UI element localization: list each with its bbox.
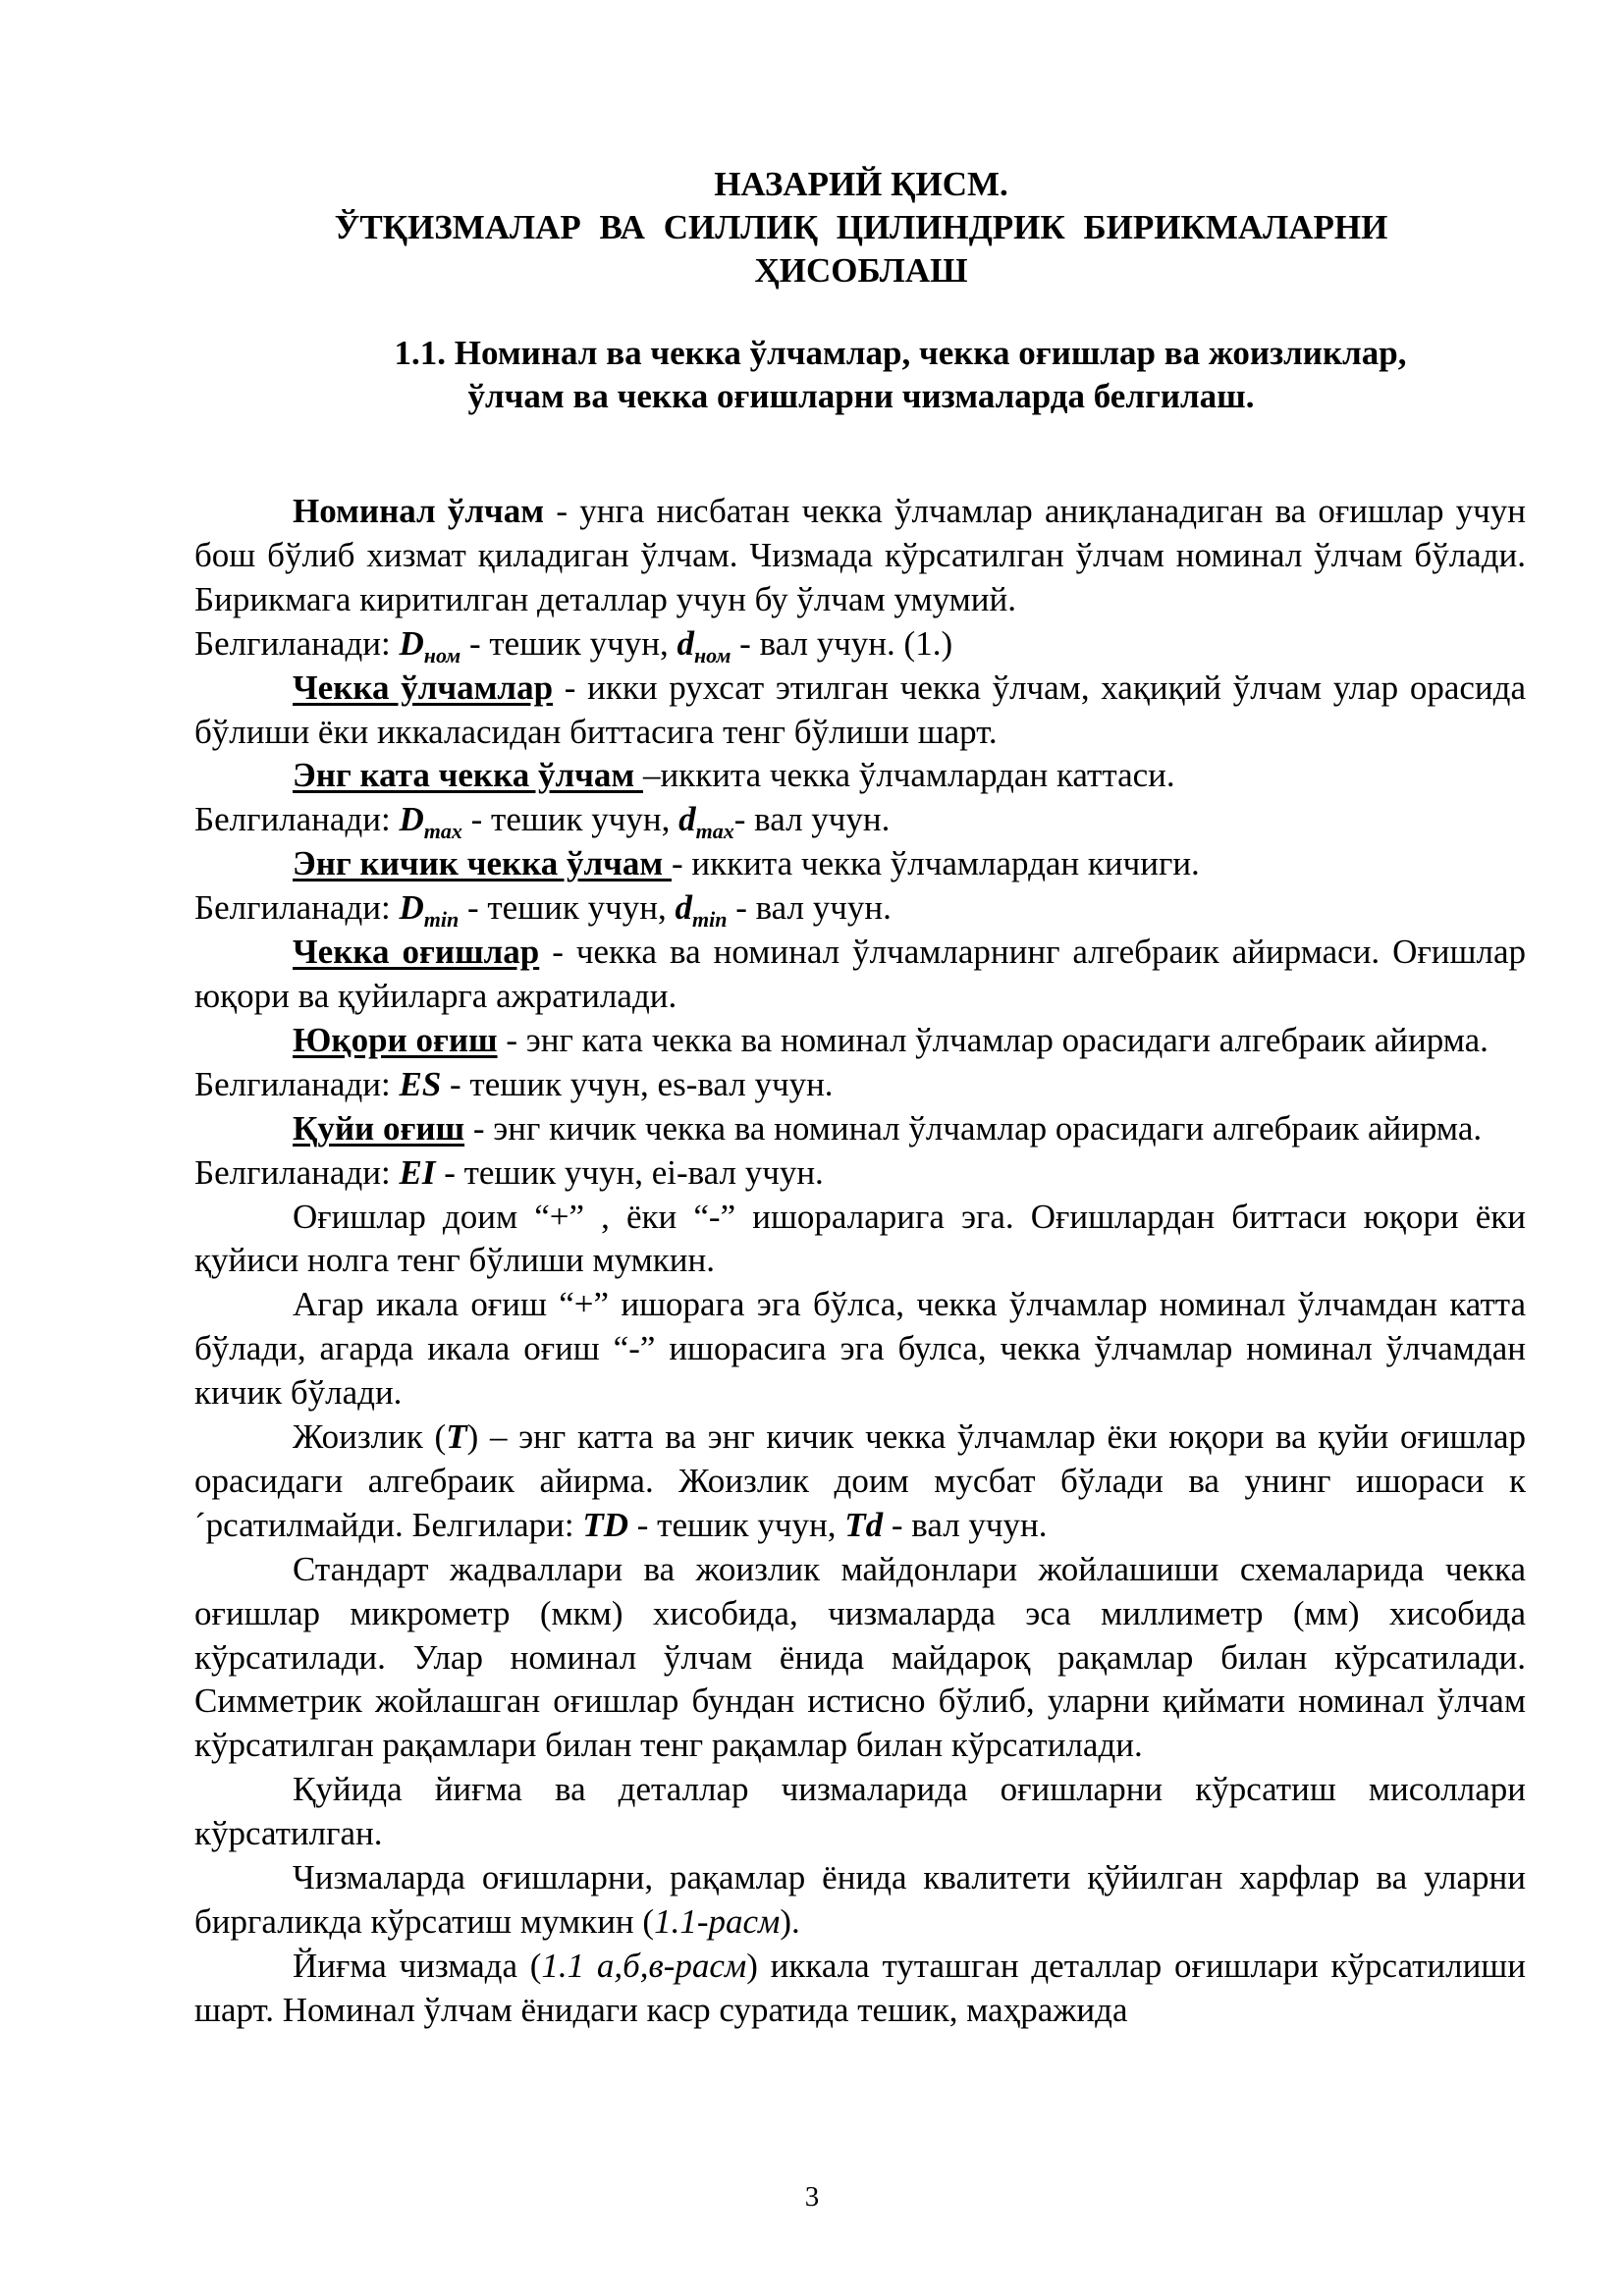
paragraph-lower-deviation: Қуйи оғиш - энг кичик чекка ва номинал ўлчамлар орасидаги алгебраик айирма. xyxy=(293,1108,1483,1148)
chapter-title-line-3: ҲИСОБЛАШ xyxy=(754,251,968,290)
paragraph-limit-deviations: Чекка оғишлар - чекка ва номинал ўлчамларнинг алгебраик айирмаси. Оғишлар юқори ва қуйиларга ажратилади. xyxy=(194,933,1526,1015)
figure-reference: 1.1-расм xyxy=(654,1902,781,1941)
paragraph-both-deviations: Агар икала оғиш “+” ишорага эга бўлса, чекка ўлчамлар номинал ўлчамдан катта бўлади, агарда икала оғиш “-” ишорасига эга булса, чекка ўлчамлар номинал ўлчамдан кичик бўлади. xyxy=(194,1285,1526,1413)
term-limit-deviations: Чекка оғишлар xyxy=(293,933,540,972)
notation-nominal-size: Белгиланади: $D_{ном}$ - тешик учун, $d_{ном}$ - вал учун. (1.) xyxy=(194,623,953,667)
section-title-line-2: ўлчам ва чекка оғишларни чизмаларда белгилаш. xyxy=(467,377,1255,415)
paragraph-drawings: Чизмаларда оғишларни, рақамлар ёнида квалитети қўйилган харфлар ва уларни биргаликда кўрсатиш мумкин (1.1-расм). xyxy=(194,1858,1526,1941)
body-text xyxy=(194,490,1526,2033)
symbol-shaft: $d_{min}$ xyxy=(675,888,728,933)
chapter-title-line-2: ЎТҚИЗМАЛАР ВА СИЛЛИҚ ЦИЛИНДРИК БИРИКМАЛАРНИ xyxy=(334,208,1388,246)
term-min-size: Энг кичик чекка ўлчам xyxy=(293,844,672,883)
paragraph-nominal-size: Номинал ўлчам - унга нисбатан чекка ўлчамлар аниқланадиган ва оғишлар учун бош бўлиб хизмат қиладиган ўлчам. Чизмада кўрсатилган ўлчам номинал ўлчам бўлади. Бирикмага киритилган деталлар учун бу ўлчам умумий. xyxy=(194,492,1526,618)
notation-min-size: Белгиланади: $D_{min}$ - тешик учун, $d_{min}$ - вал учун. xyxy=(194,888,892,933)
symbol-shaft: $d_{max}$ xyxy=(678,800,734,844)
term-nominal-size: Номинал ўлчам xyxy=(293,492,545,530)
paragraph-max-size: Энг ката чекка ўлчам –иккита чекка ўлчамлардан каттаси. xyxy=(293,756,1175,795)
page-number: 3 xyxy=(804,2181,820,2213)
paragraph-upper-deviation: Юқори оғиш - энг ката чекка ва номинал ўлчамлар орасидаги алгебраик айирма. xyxy=(293,1020,1489,1059)
paragraph-deviation-signs: Оғишлар доим “+” , ёки “-” ишораларига эга. Оғишлардан биттаси юқори ёки қуйиси нолга тенг бўлиши мумкин. xyxy=(194,1197,1526,1280)
notation-lower-deviation: Белгиланади: EI - тешик учун, ei-вал учун. xyxy=(194,1152,824,1192)
paragraph-limit-sizes: Чекка ўлчамлар - икки рухсат этилган чекка ўлчам, хақиқий ўлчам улар орасида бўлиши ёки иккаласидан биттасига тенг бўлиши шарт. xyxy=(194,667,1526,751)
symbol-hole: $D_{ном}$ xyxy=(399,623,461,667)
notation-upper-deviation: Белгиланади: ES - тешик учун, es-вал учун. xyxy=(194,1064,834,1103)
symbol-td-hole: TD xyxy=(582,1505,628,1544)
term-upper-deviation: Юқори оғиш xyxy=(293,1020,498,1059)
paragraph-tolerance: Жоизлик (T) – энг катта ва энг кичик чекка ўлчамлар ёки юқори ва қуйи оғишлар орасидаги алгебраик айирма. Жоизлик доим мусбат бўлади ва унинг ишораси к´рсатилмайди. Белгилари: TD - тешик учун, Td - вал учун. xyxy=(194,1417,1527,1544)
paragraph-standard-tables: Стандарт жадваллари ва жоизлик майдонлари жойлашиши схемаларида чекка оғишлар микрометр (мкм) хисобида, чизмаларда эса миллиметр (мм) хисобида кўрсатилади. Улар номинал ўлчам ёнида майдароқ рақамлар билан кўрсатилади. Симметрик жойлашган оғишлар бундан истисно бўлиб, уларни қиймати номинал ўлчам кўрсатилган рақамлари билан тенг рақамлар билан кўрсатилади. xyxy=(194,1549,1526,1765)
term-max-size: Энг ката чекка ўлчам xyxy=(293,756,643,795)
section-title-line-1: 1.1. Номинал ва чекка ўлчамлар, чекка оғишлар ва жоизликлар, xyxy=(394,334,1407,372)
symbol-hole: $D_{min}$ xyxy=(399,888,460,933)
symbol-td-shaft: Td xyxy=(844,1505,884,1544)
term-limit-sizes: Чекка ўлчамлар xyxy=(293,667,554,707)
symbol-t: T xyxy=(446,1417,467,1457)
paragraph-assembly-drawing: Йиғма чизмада (1.1 а,б,в-расм) иккала туташган деталлар оғишлари кўрсатилиши шарт. Номинал ўлчам ёнидаги каср суратида тешик, маҳражида xyxy=(194,1946,1526,2029)
term-lower-deviation: Қуйи оғиш xyxy=(293,1108,465,1148)
symbol-shaft: $d_{ном}$ xyxy=(677,623,731,667)
symbol-es: ES xyxy=(399,1064,442,1103)
figure-reference: 1.1 а,б,в-расм xyxy=(541,1946,747,1985)
symbol-hole: $D_{max}$ xyxy=(399,800,462,844)
paragraph-examples: Қуйида йиғма ва деталлар чизмаларида оғишларни кўрсатиш мисоллари кўрсатилган. xyxy=(194,1770,1526,1853)
chapter-title-line-1: НАЗАРИЙ ҚИСМ. xyxy=(714,165,1008,203)
symbol-ei: EI xyxy=(399,1152,436,1192)
notation-max-size: Белгиланади: $D_{max}$ - тешик учун, $d_{max}-$ вал учун. xyxy=(194,800,891,844)
paragraph-min-size: Энг кичик чекка ўлчам - иккита чекка ўлчамлардан кичиги. xyxy=(293,844,1200,883)
